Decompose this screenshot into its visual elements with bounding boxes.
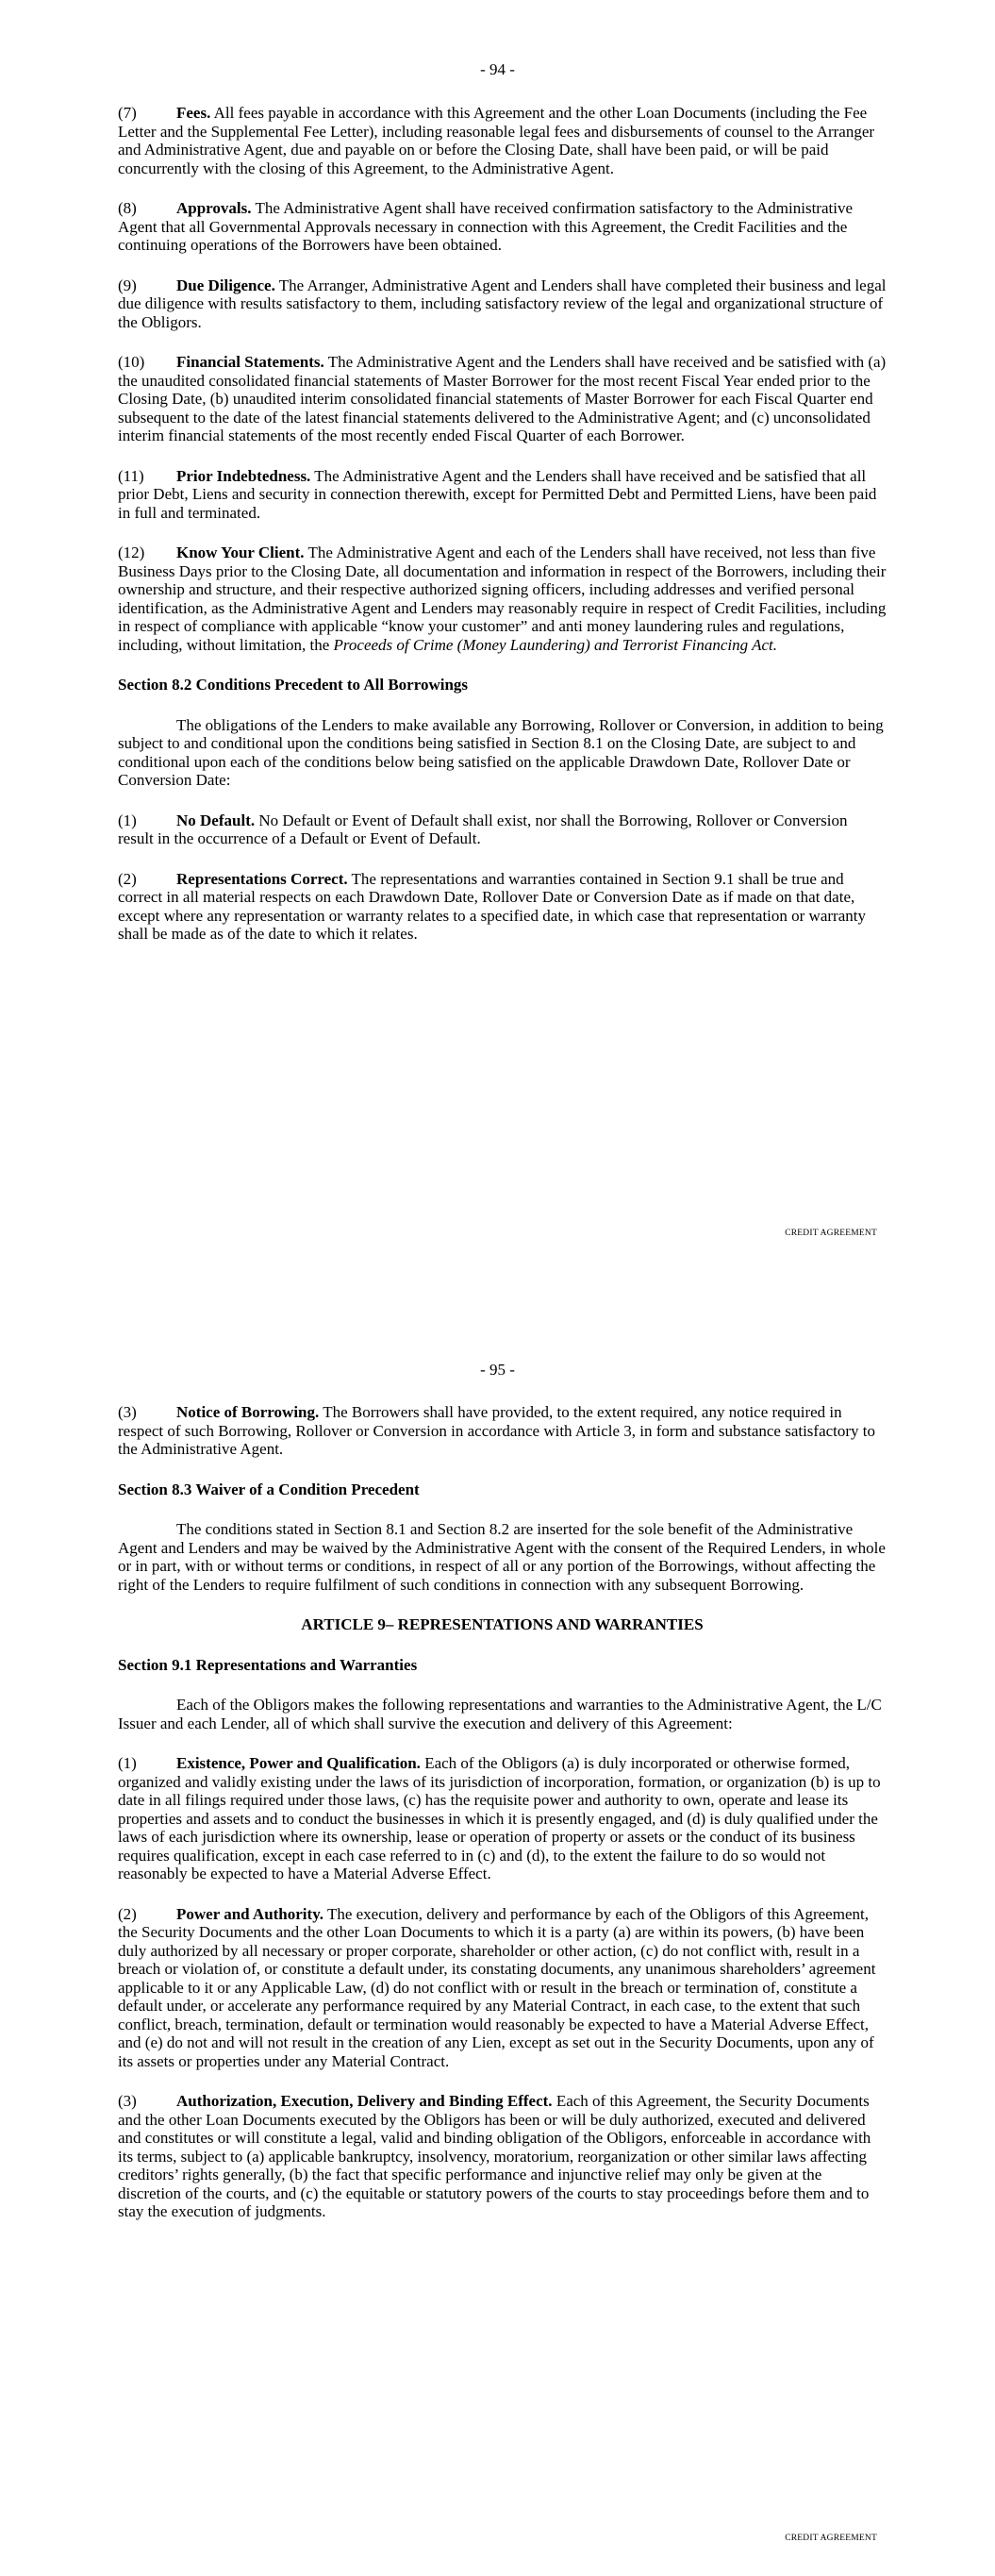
item-8: (8) Approvals. The Administrative Agent shall have received confirmation satisfactory to the Administrative Agent that all Governmental Approvals necessary in connection with this Agreement, the Credit Facilities and the continuing operations of the Borrowers have been obtained.	[118, 199, 854, 254]
page-footer: CREDIT AGREEMENT	[785, 2534, 877, 2543]
page-95-content	[118, 1403, 887, 2243]
section-9-1-item-2: (2) Power and Authority. The execution, delivery and performance by each of the Obligors of this Agreement, the Security Documents and the other Loan Documents to which it is a party (a) are within its powers, (b) have been duly authorized by all necessary or proper corporate, shareholder or other action, (c) do not conflict with, result in a breach or violation of, or constitute a default under, its constating documents, any unanimous shareholders’ agreement applicable to it or any Applicable Law, (d) do not conflict with or result in the breach or termination of, constitute a default under, or accelerate any performance required by any Material Contract, in each case, to the extent that such conflict, breach, termination, default or termination would reasonably be expected to have a Material Adverse Effect, and (e) do not and will not result in the creation of any Lien, except as set out in the Security Documents, upon any of its assets or properties under any Material Contract.	[118, 1904, 876, 2070]
section-9-1-item-1: (1) Existence, Power and Qualification. Each of the Obligors (a) is duly incorporated or otherwise formed, organized and validly existing under the laws of its jurisdiction of incorporation, formation, or organization (b) is up to date in all filings required under those laws, (c) has the requisite power and authority to own, operate and lease its properties and assets and to conduct the businesses in which it is presently engaged, and (d) is duly qualified under the laws of each jurisdiction where its ownership, lease or operation of property or assets or the conduct of its business requires qualification, except in each case referred to in (c) and (d), to the extent the failure to do so would not reasonably be expected to have a Material Adverse Effect.	[118, 1754, 881, 1882]
page-footer: CREDIT AGREEMENT	[785, 1229, 877, 1238]
page-number: - 94 -	[480, 60, 515, 78]
section-8-2-item-2: (2) Representations Correct. The representations and warranties contained in Section 9.1 shall be true and correct in all material respects on each Drawdown Date, Rollover Date or Conversion Date as if made on that date, except where any representation or warranty relates to a specified date, in which case that representation or warranty shall be made as of the date to which it relates.	[118, 869, 866, 943]
section-9-1-heading: Section 9.1 Representations and Warranties	[118, 1655, 418, 1674]
article-9-heading: ARTICLE 9– REPRESENTATIONS AND WARRANTIES	[301, 1615, 704, 1633]
item-7: (7) Fees. All fees payable in accordance with this Agreement and the other Loan Documents (including the Fee Letter and the Supplemental Fee Letter), including reasonable legal fees and disbursements of counsel to the Arranger and Administrative Agent, due and payable on or before the Closing Date, shall have been paid, or will be paid concurrently with the closing of this Agreement, to the Administrative Agent.	[118, 104, 875, 177]
section-9-1-item-3: (3) Authorization, Execution, Delivery and Binding Effect. Each of this Agreement, the Security Documents and the other Loan Documents executed by the Obligors has been or will be duly authorized, executed and delivered and constitutes or will constitute a legal, valid and binding obligation of the Obligors, enforceable in accordance with its terms, subject to (a) applicable bankruptcy, insolvency, moratorium, reorganization or other similar laws affecting creditors’ rights generally, (b) the fact that specific performance and injunctive relief may only be given at the discretion of the courts, and (c) the equitable or statutory powers of the courts to stay proceedings before them and to stay the execution of judgments.	[118, 2092, 871, 2220]
section-9-1-intro: Each of the Obligors makes the following representations and warranties to the Administrative Agent, the L/C Issuer and each Lender, all of which shall survive the execution and delivery of this Agreement:	[118, 1696, 882, 1732]
item-10: (10) Financial Statements. The Administrative Agent and the Lenders shall have received and be satisfied with (a) the unaudited consolidated financial statements of Master Borrower for the most recent Fiscal Year ended prior to the Closing Date, (b) unaudited interim consolidated financial statements of Master Borrower for each Fiscal Quarter end subsequent to the date of the latest financial statements delivered to the Administrative Agent; and (c) unconsolidated interim financial statements of the most recently ended Fiscal Quarter of each Borrower.	[118, 353, 887, 444]
page-95	[0, 1288, 995, 2576]
section-8-2-intro: The obligations of the Lenders to make available any Borrowing, Rollover or Conversion, in addition to being subject to and conditional upon the conditions being satisfied in Section 8.1 on the Closing Date, are subject to and conditional upon each of the conditions below being satisfied on the applicable Drawdown Date, Rollover Date or Conversion Date:	[118, 715, 884, 789]
item-11: (11) Prior Indebtedness. The Administrative Agent and the Lenders shall have received and be satisfied that all prior Debt, Liens and security in connection therewith, except for Permitted Debt and Permitted Liens, have been paid in full and terminated.	[118, 466, 877, 522]
section-8-3-heading: Section 8.3 Waiver of a Condition Precedent	[118, 1480, 420, 1498]
section-8-3-text: The conditions stated in Section 8.1 and Section 8.2 are inserted for the sole benefit of the Administrative Agent and Lenders and may be waived by the Administrative Agent with the consent of the Required Lenders, in whole or in part, with or without terms or conditions, in respect of all or any portion of the Borrowings, without affecting the right of the Lenders to require fulfilment of such conditions in connection with any subsequent Borrowing.	[118, 1520, 886, 1594]
section-8-2-item-3: (3) Notice of Borrowing. The Borrowers shall have provided, to the extent required, any notice required in respect of such Borrowing, Rollover or Conversion in accordance with Article 3, in form and substance satisfactory to the Administrative Agent.	[118, 1403, 876, 1458]
page-94-content	[118, 104, 887, 965]
section-8-2-heading: Section 8.2 Conditions Precedent to All Borrowings	[118, 676, 469, 694]
item-9: (9) Due Diligence. The Arranger, Administrative Agent and Lenders shall have completed their business and legal due diligence with results satisfactory to them, including satisfactory review of the legal and organizational structure of the Obligors.	[118, 276, 887, 331]
item-12: (12) Know Your Client. The Administrative Agent and each of the Lenders shall have received, not less than five Business Days prior to the Closing Date, all documentation and information in respect of the Borrowers, including their ownership and structure, and their respective authorized signing officers, including addresses and verified personal identification, as the Administrative Agent and Lenders may reasonably require in respect of Credit Facilities, including in respect of compliance with applicable “know your customer” and anti money laundering rules and regulations, including, without limitation, the Proceeds of Crime (Money Laundering) and Terrorist Financing Act.	[118, 544, 887, 654]
section-8-2-item-1: (1) No Default. No Default or Event of Default shall exist, nor shall the Borrowing, Rollover or Conversion result in the occurrence of a Default or Event of Default.	[118, 811, 848, 847]
page-number: - 95 -	[480, 1361, 515, 1379]
